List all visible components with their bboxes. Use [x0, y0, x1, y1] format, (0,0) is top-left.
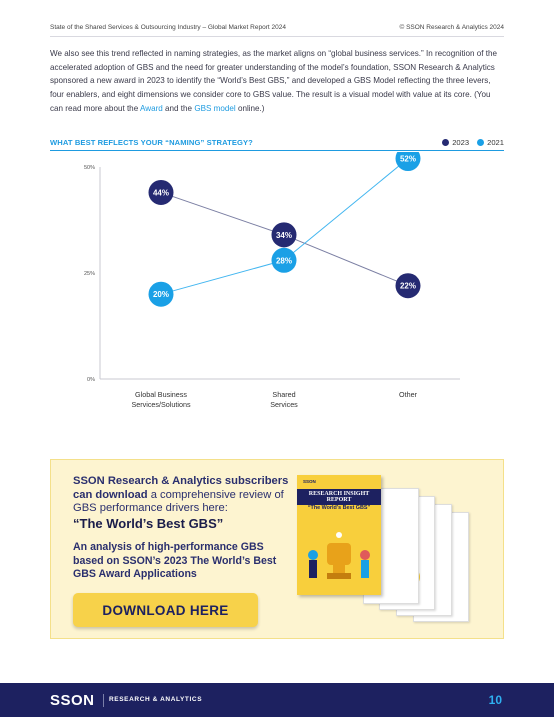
x-tick-label: Shared: [272, 390, 296, 399]
line-chart: [50, 152, 504, 422]
sson-logo: SSON: [50, 692, 95, 709]
legend-label-2021: 2021: [487, 138, 504, 147]
data-label-2023: 22%: [399, 281, 417, 291]
data-label-2021: 52%: [399, 154, 417, 164]
x-tick-label: Services/Solutions: [131, 400, 191, 409]
report-cover: [297, 475, 381, 595]
promo-description: An analysis of high-performance GBS based on SSON’s 2023 The World’s Best GBS Award Applications: [73, 541, 277, 581]
chart-legend: [442, 138, 504, 147]
award-link[interactable]: Award: [140, 103, 163, 113]
y-tick-label: 50%: [83, 165, 95, 171]
header-divider: [50, 36, 504, 37]
trophy-illustration: [297, 525, 381, 595]
x-tick-label: Other: [399, 390, 417, 399]
x-tick-label: Services: [270, 400, 298, 409]
footer-subtitle: RESEARCH & ANALYTICS: [109, 696, 203, 703]
footer-divider: [103, 694, 104, 707]
page-number: 10: [488, 693, 502, 707]
promo-intro-rest: a comprehensive review of GBS performance drivers here:: [73, 488, 284, 515]
x-tick-label: Global Business: [135, 390, 187, 399]
cover-logo: SSON: [303, 479, 316, 484]
promo-intro-bold: SSON Research & Analytics subscribers can: [73, 475, 289, 501]
intro-text-2: and the: [162, 103, 195, 113]
legend-dot-2023: [442, 139, 449, 146]
page-footer: [0, 683, 554, 717]
y-tick-label: 25%: [83, 271, 95, 277]
data-label-2021: 20%: [152, 290, 170, 300]
legend-dot-2021: [477, 139, 484, 146]
cover-subtitle: “The World’s Best GBS”: [307, 505, 371, 511]
promo-intro: [73, 475, 293, 516]
report-title: State of the Shared Services & Outsourcing Industry – Global Market Report 2024: [50, 24, 286, 31]
download-promo-box: [50, 459, 504, 639]
intro-paragraph: [50, 47, 504, 116]
cover-title: RESEARCH INSIGHT REPORT: [297, 489, 381, 505]
intro-text-3: online.): [235, 103, 265, 113]
data-label-2023: 34%: [275, 230, 293, 240]
chart-title: WHAT BEST REFLECTS YOUR “NAMING” STRATEGY?: [50, 138, 253, 147]
y-tick-label: 0%: [87, 377, 95, 383]
intro-text-1: We also see this trend reflected in naming strategies, as the market aligns on “global business services.” In recognition of the accelerated adoption of GBS and the need for greater understanding of the model’s foundation, SSON Research & Analytics sponsored a new award in 2023 to identify the “World’s Best GBS,” and developed a GBS Model reflecting the three levers, four enablers, and eight dimensions we consider core to GBS value. The result is a visual model with value at its core. (You can read more about the: [50, 49, 498, 113]
copyright: © SSON Research & Analytics 2024: [399, 24, 504, 31]
page-header: [50, 24, 504, 31]
legend-item-2023: [442, 138, 469, 147]
download-button[interactable]: DOWNLOAD HERE: [73, 593, 258, 627]
gbs-model-link[interactable]: GBS model: [194, 103, 236, 113]
legend-item-2021: [477, 138, 504, 147]
data-label-2023: 44%: [152, 188, 170, 198]
chart-title-rule: [50, 150, 504, 151]
promo-download-word: download: [95, 488, 148, 501]
legend-label-2023: 2023: [452, 138, 470, 147]
promo-report-name: “The World’s Best GBS”: [73, 516, 224, 531]
data-label-2021: 28%: [275, 256, 293, 266]
